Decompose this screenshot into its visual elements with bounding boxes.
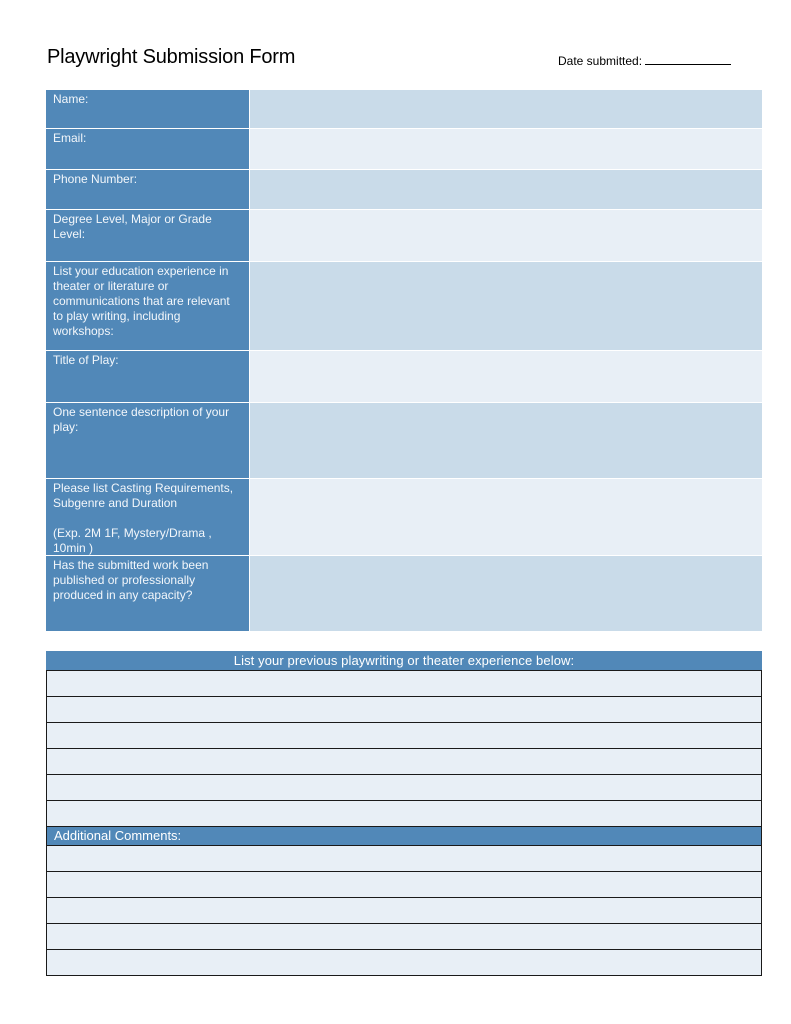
experience-heading: List your previous playwriting or theater experience below: — [46, 651, 762, 670]
submission-fields-table — [46, 90, 762, 632]
date-submitted — [558, 54, 731, 68]
field-label: Name: — [46, 90, 249, 129]
experience-line[interactable] — [47, 748, 761, 774]
experience-line[interactable] — [47, 696, 761, 722]
field-row-phone — [46, 170, 762, 210]
play-title-input[interactable] — [249, 351, 762, 403]
comments-line[interactable] — [47, 949, 761, 975]
experience-line[interactable] — [47, 774, 761, 800]
field-row-education — [46, 262, 762, 351]
field-label: Please list Casting Requirements, Subgenre and Duration (Exp. 2M 1F, Mystery/Drama , 10min ) — [46, 479, 249, 556]
field-row-casting — [46, 479, 762, 556]
field-label: List your education experience in theater or literature or communications that are relevant to play writing, including workshops: — [46, 262, 249, 351]
field-row-description — [46, 403, 762, 479]
casting-input[interactable] — [249, 479, 762, 556]
date-submitted-field[interactable] — [645, 54, 731, 65]
field-row-email — [46, 129, 762, 170]
field-row-title — [46, 351, 762, 403]
date-submitted-label: Date submitted: — [558, 54, 643, 68]
description-input[interactable] — [249, 403, 762, 479]
field-row-name — [46, 90, 762, 129]
field-label: Has the submitted work been published or professionally produced in any capacity? — [46, 556, 249, 632]
education-input[interactable] — [249, 262, 762, 351]
name-input[interactable] — [249, 90, 762, 129]
field-label: Degree Level, Major or Grade Level: — [46, 210, 249, 262]
email-input[interactable] — [249, 129, 762, 170]
field-label: Phone Number: — [46, 170, 249, 210]
experience-section — [46, 651, 762, 976]
degree-input[interactable] — [249, 210, 762, 262]
published-input[interactable] — [249, 556, 762, 632]
experience-lines — [46, 670, 762, 976]
comments-line[interactable] — [47, 923, 761, 949]
comments-heading: Additional Comments: — [47, 826, 761, 845]
field-row-degree — [46, 210, 762, 262]
experience-line[interactable] — [47, 800, 761, 826]
experience-line[interactable] — [47, 670, 761, 696]
field-row-published — [46, 556, 762, 632]
comments-line[interactable] — [47, 871, 761, 897]
field-label: Email: — [46, 129, 249, 170]
comments-line[interactable] — [47, 897, 761, 923]
comments-line[interactable] — [47, 845, 761, 871]
field-label: One sentence description of your play: — [46, 403, 249, 479]
form-title: Playwright Submission Form — [47, 46, 296, 68]
phone-input[interactable] — [249, 170, 762, 210]
experience-line[interactable] — [47, 722, 761, 748]
field-label: Title of Play: — [46, 351, 249, 403]
